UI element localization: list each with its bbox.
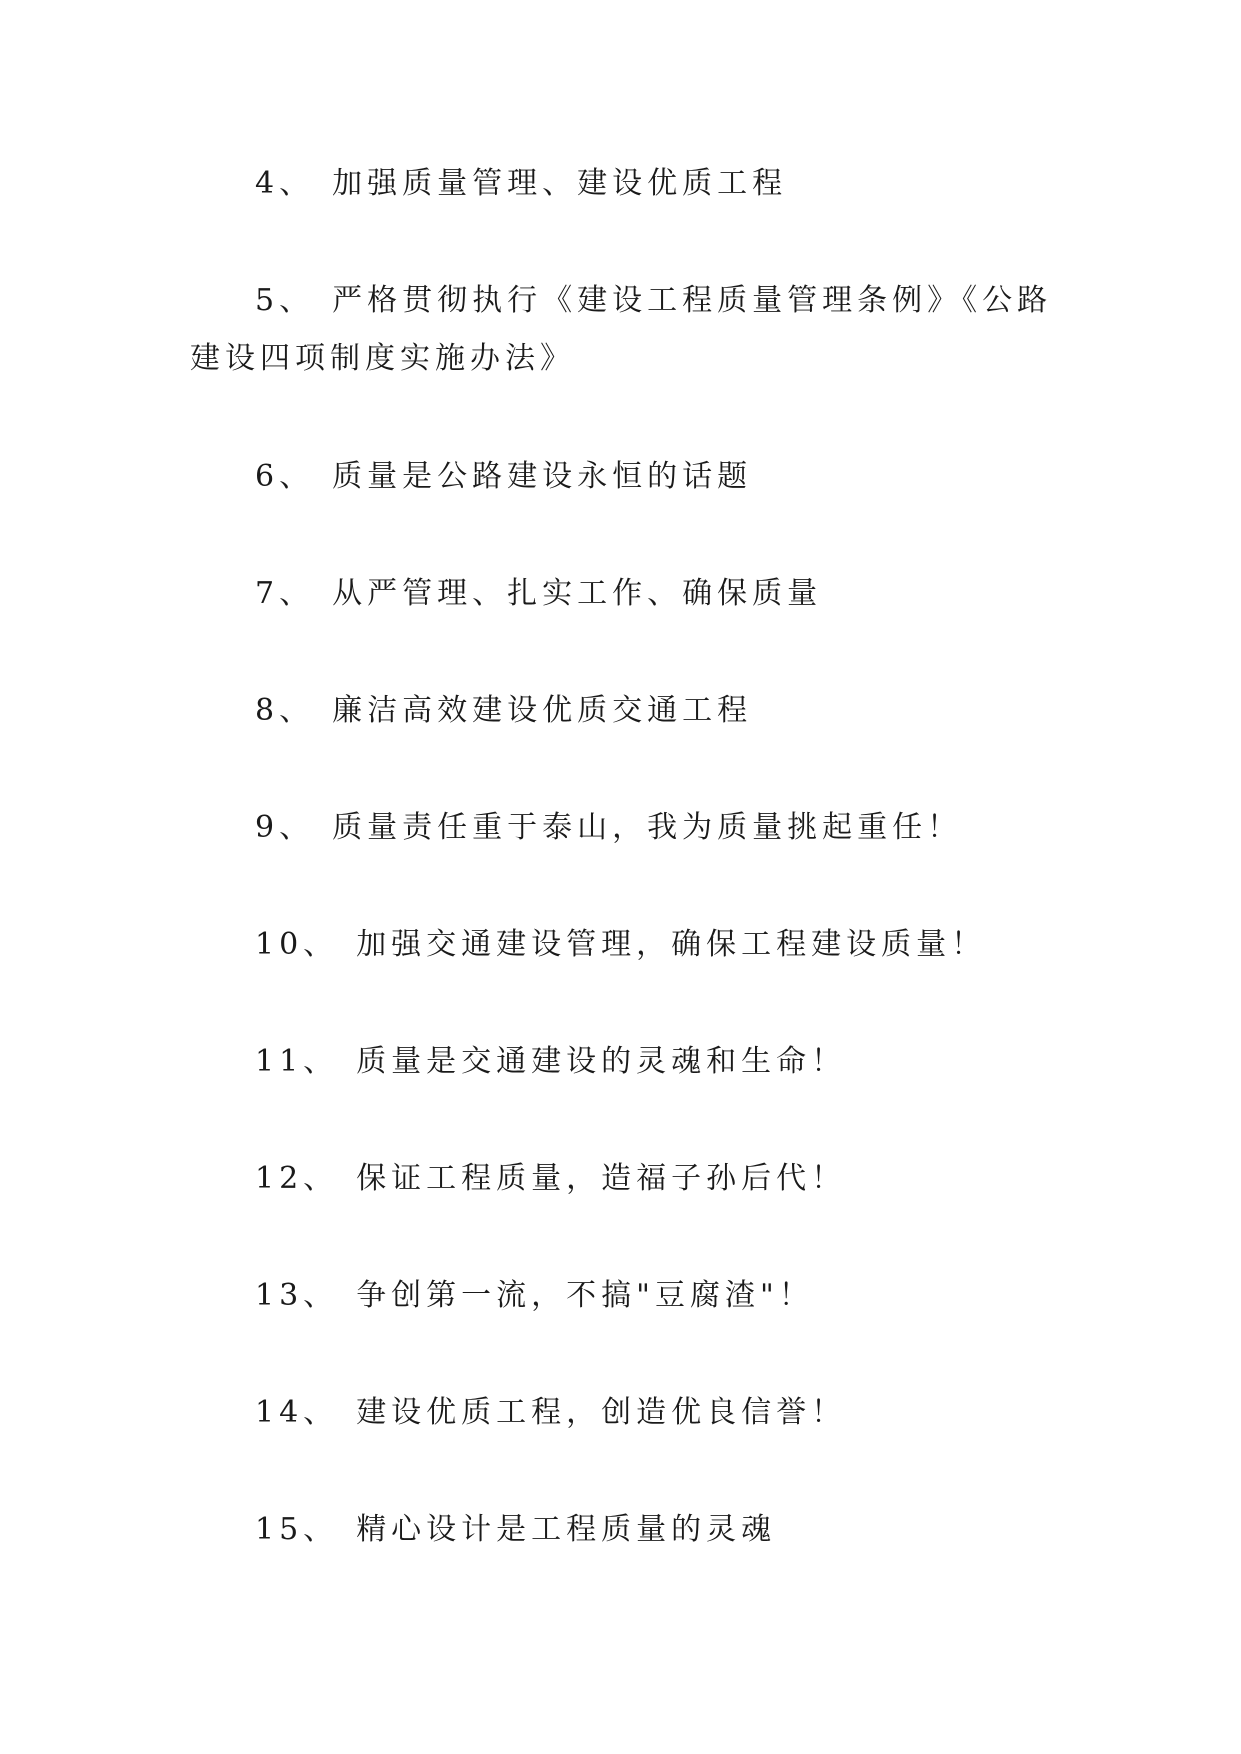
item-number: 10、 bbox=[255, 927, 339, 962]
item-number: 14、 bbox=[255, 1395, 339, 1430]
item-number: 6、 bbox=[255, 459, 315, 494]
item-number: 12、 bbox=[255, 1161, 339, 1196]
item-number: 15、 bbox=[255, 1512, 339, 1547]
list-item bbox=[190, 916, 1070, 974]
item-number: 7、 bbox=[255, 576, 315, 611]
list-item bbox=[190, 1501, 1070, 1559]
item-text: 加强交通建设管理，确保工程建设质量！ bbox=[356, 927, 987, 962]
list-item bbox=[190, 272, 1070, 388]
item-number: 5、 bbox=[255, 283, 315, 318]
list-item bbox=[190, 565, 1070, 623]
item-text: 争创第一流，不搞"豆腐渣"！ bbox=[356, 1278, 814, 1313]
item-text: 质量责任重于泰山，我为质量挑起重任！ bbox=[332, 810, 963, 845]
item-text: 质量是公路建设永恒的话题 bbox=[332, 459, 753, 494]
list-item bbox=[190, 799, 1070, 857]
item-text: 严格贯彻执行《建设工程质量管理条例》《公路建设四项制度实施办法》 bbox=[190, 283, 1053, 376]
item-text: 廉洁高效建设优质交通工程 bbox=[332, 693, 753, 728]
list-item bbox=[190, 155, 1070, 213]
item-number: 4、 bbox=[255, 166, 315, 201]
item-text: 从严管理、扎实工作、确保质量 bbox=[332, 576, 823, 611]
item-number: 13、 bbox=[255, 1278, 339, 1313]
item-text: 保证工程质量，造福子孙后代！ bbox=[356, 1161, 847, 1196]
list-item bbox=[190, 1150, 1070, 1208]
item-number: 11、 bbox=[255, 1044, 339, 1079]
list-item bbox=[190, 1384, 1070, 1442]
list-item bbox=[190, 1033, 1070, 1091]
item-text: 建设优质工程，创造优良信誉！ bbox=[356, 1395, 847, 1430]
item-text: 质量是交通建设的灵魂和生命！ bbox=[356, 1044, 847, 1079]
list-item bbox=[190, 448, 1070, 506]
item-text: 精心设计是工程质量的灵魂 bbox=[356, 1512, 777, 1547]
item-number: 8、 bbox=[255, 693, 315, 728]
list-item bbox=[190, 1267, 1070, 1325]
item-text: 加强质量管理、建设优质工程 bbox=[332, 166, 788, 201]
item-number: 9、 bbox=[255, 810, 315, 845]
list-item bbox=[190, 682, 1070, 740]
